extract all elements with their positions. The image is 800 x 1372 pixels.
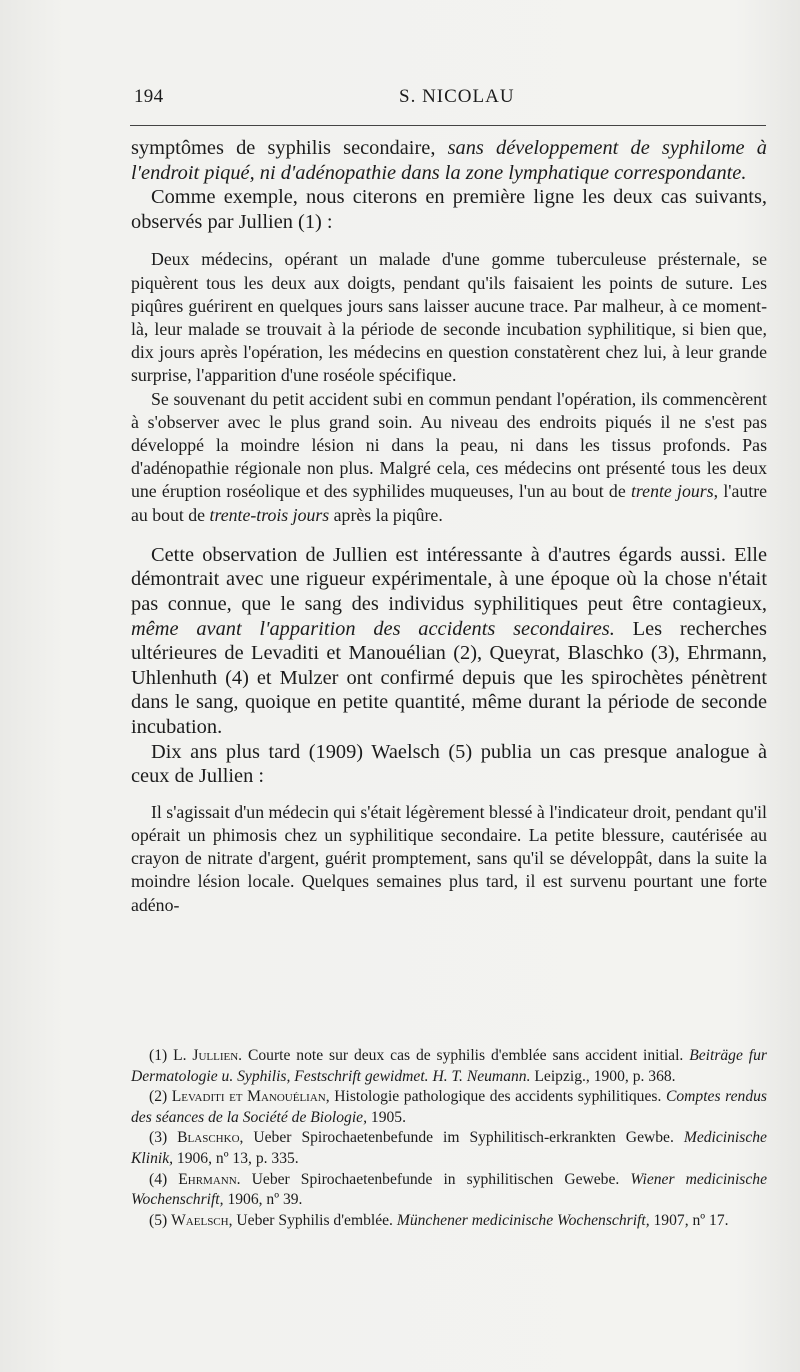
text-run: Histologie pathologique des accidents syphilitiques.	[329, 1088, 666, 1106]
text-run: 1905.	[367, 1108, 406, 1126]
text-run: Ueber Syphilis d'emblée.	[232, 1211, 397, 1229]
quote-paragraph-1: Deux médecins, opérant un malade d'une gomme tuberculeuse présternale, se piquèrent tous les deux aux doigts, pendant qu'ils faisaient les points de suture. Les piqûres guérirent en quelques jours sans laisser aucune trace. Par malheur, à ce moment-là, leur malade se trouvait à la période de seconde incubation syphilitique, si bien que, dix jours après l'opération, les médecins en question constatèrent chez lui, à leur grande surprise, l'apparition d'une roséole spécifique.	[131, 249, 767, 386]
footnote-1	[131, 1046, 767, 1087]
footnote-author: Levaditi et Manouélian,	[171, 1088, 330, 1106]
header-rule	[130, 125, 766, 126]
spacer	[131, 234, 767, 248]
footnote-2	[131, 1087, 767, 1128]
footnote-author: Ehrmann.	[178, 1170, 241, 1188]
paragraph-continuation	[131, 136, 767, 185]
spacer	[131, 527, 767, 543]
text-run: symptômes de syphilis secondaire,	[131, 137, 448, 159]
text-run: 1907, nº 17.	[649, 1211, 729, 1229]
text-run: Leipzig., 1900, p. 368.	[530, 1067, 676, 1085]
italic-run: trente-trois jours	[209, 504, 330, 525]
footnote-5	[131, 1211, 767, 1232]
footnote-author: Blaschko,	[177, 1129, 244, 1147]
paragraph-observation	[131, 543, 767, 740]
footnote-4	[131, 1170, 767, 1211]
footnote-number: (4)	[149, 1170, 179, 1188]
footnote-author: Waelsch,	[171, 1211, 233, 1229]
text-run: 1906, nº 13, p. 335.	[173, 1149, 299, 1167]
running-head-author: S. NICOLAU	[399, 86, 515, 107]
footnote-number: (5)	[149, 1211, 172, 1229]
footnote-number: (3)	[149, 1129, 178, 1147]
footnote-number: (1)	[149, 1047, 174, 1064]
quote-paragraph-2	[131, 388, 767, 527]
footnotes	[131, 1046, 767, 1231]
footnote-3	[131, 1128, 767, 1169]
text-run: Se souvenant du petit accident subi en commun pendant l'opération, ils commencèrent à s'observer avec le plus grand soin. Au niveau des endroits piqués il ne s'est pas développé la moindre lésion ni dans la peau, ni dans les tissus profonds. Pas d'adénopathie régionale non plus. Malgré cela, ces médecins ont présenté tous les deux une éruption roséolique et des syphilides muqueuses, l'un au bout de	[131, 388, 767, 502]
footnote-number: (2)	[149, 1088, 172, 1106]
text-run: Ueber Spirochaetenbefunde im Syphilitisch-erkrankten Gewbe.	[243, 1129, 684, 1147]
italic-run: trente jours	[630, 481, 714, 502]
text-run: 1906, nº 39.	[223, 1191, 303, 1209]
italic-run: Wiener medicinische Wochenschrift,	[131, 1170, 767, 1209]
text-run: Courte note sur deux cas de syphilis d'emblée sans accident initial.	[242, 1047, 690, 1064]
italic-run: Comptes rendus des séances de la Société de Biologie,	[131, 1088, 768, 1126]
italic-run: même avant l'apparition des accidents secondaires.	[131, 617, 615, 640]
text-run: , l'autre au bout de	[131, 481, 768, 525]
page-number: 194	[134, 86, 164, 107]
running-head	[134, 86, 764, 112]
text-run: Cette observation de Jullien est intéressante à d'autres égards aussi. Elle démontrait avec une rigueur expérimentale, à une époque où la chose n'était pas connue, que le sang des individus syphilitiques peut être contagieux,	[131, 543, 767, 615]
spacer	[131, 789, 767, 801]
italic-run: Beiträge fur Dermatologie u. Syphilis, Festschrift gewidmet. H. T. Neumann.	[131, 1047, 767, 1085]
paragraph-waelsch: Dix ans plus tard (1909) Waelsch (5) publia un cas presque analogue à ceux de Jullien :	[131, 740, 767, 788]
text-run: après la piqûre.	[329, 504, 443, 525]
italic-run: Medicinische Klinik,	[131, 1129, 767, 1167]
main-text	[131, 136, 767, 917]
footnote-author: L. Jullien.	[173, 1047, 243, 1064]
quote-paragraph-3: Il s'agissait d'un médecin qui s'était légèrement blessé à l'indicateur droit, pendant qu'il opérait un phimosis chez un syphilitique secondaire. La petite blessure, cautérisée au crayon de nitrate d'argent, guérit promptement, sans qu'il se développât, dans la suite la moindre lésion locale. Quelques semaines plus tard, il est survenu pourtant une forte adéno-	[131, 801, 767, 915]
italic-run: sans développement de syphilome à l'endroit piqué, ni d'adénopathie dans la zone lymphatique correspondante.	[131, 137, 767, 184]
text-run: Ueber Spirochaetenbefunde in syphilitischen Gewebe.	[240, 1170, 631, 1188]
text-run: Les recherches ultérieures de Levaditi et Manouélian (2), Queyrat, Blaschko (3), Ehrmann, Uhlenhuth (4) et Mulzer ont confirmé depuis que les spirochètes pénètrent dans le sang, quoique en petite quantité, même durant la période de seconde incubation.	[131, 617, 767, 738]
italic-run: Münchener medicinische Wochenschrift,	[396, 1211, 650, 1229]
paragraph-example-intro: Comme exemple, nous citerons en première ligne les deux cas suivants, observés par Jullien (1) :	[131, 186, 767, 233]
